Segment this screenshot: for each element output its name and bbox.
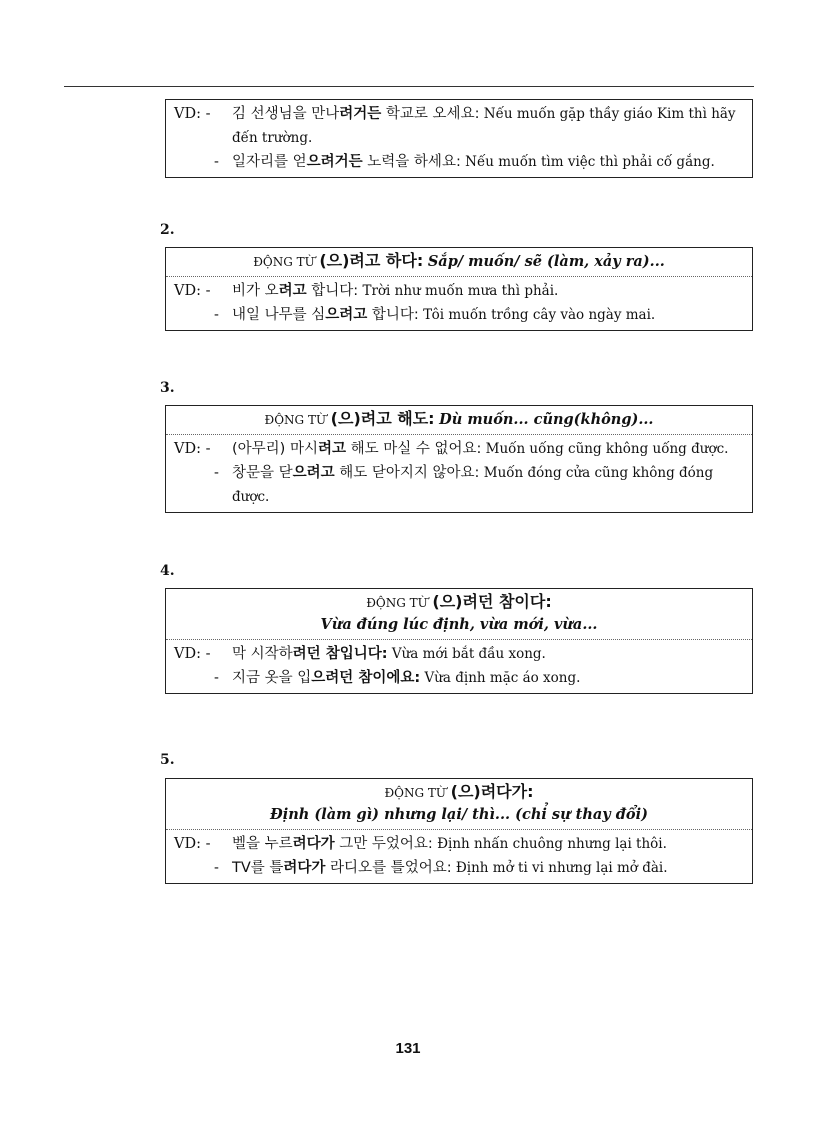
page-number: 131 (395, 1040, 421, 1057)
section-1-box (165, 99, 753, 178)
grammar-heading: ĐỘNG TỪ (으)려던 참이다: Vừa đúng lúc định, vừa mới, vừa... (166, 589, 752, 640)
example-1-1: VD: - 김 선생님을 만나려거든 학교로 오세요: Nếu muốn gặp thầy giáo Kim thì hãy đến trường. (174, 106, 736, 146)
example-4-1: VD: - 막 시작하려던 참입니다: Vừa mới bắt đầu xong. (174, 646, 546, 662)
section-number: 3. (160, 380, 175, 396)
example-1-2: - 일자리를 얻으려거든 노력을 하세요: Nếu muốn tìm việc thì phải cố gắng. (214, 154, 715, 170)
top-rule (64, 86, 754, 87)
vietnamese-translation: Nếu muốn tìm việc thì phải cố gắng. (460, 154, 715, 170)
vietnamese-translation: Nếu muốn gặp thầy giáo Kim thì hãy đến trường. (232, 106, 736, 146)
section-4-box (165, 588, 753, 694)
section-5-box (165, 778, 753, 884)
korean-grammar: 으려거든 (306, 154, 363, 170)
grammar-heading: ĐỘNG TỪ (으)려다가: Định (làm gì) nhưng lại/ thì... (chỉ sự thay đổi) (166, 779, 752, 830)
example-4-2: - 지금 옷을 입으려던 참이에요: Vừa định mặc áo xong. (214, 670, 581, 686)
grammar-heading: ĐỘNG TỪ (으)려고 해도: Dù muốn... cũng(không)... (166, 406, 752, 435)
vd-label: VD: (174, 283, 201, 299)
example-2-2: - 내일 나무를 심으려고 합니다: Tôi muốn trồng cây vào ngày mai. (214, 307, 656, 323)
section-number: 4. (160, 563, 175, 579)
vd-label: VD: (174, 106, 201, 122)
korean-grammar: 려거든 (339, 106, 382, 122)
korean-text: 노력을 하세요: (362, 154, 461, 170)
example-3-2: - 창문을 닫으려고 해도 닫아지지 않아요: Muốn đóng cửa cũng không đóng được. (214, 465, 714, 505)
section-number: 5. (160, 752, 175, 768)
korean-text: 학교로 오세요: (381, 106, 480, 122)
example-2-1: VD: - 비가 오려고 합니다: Trời như muốn mưa thì phải. (174, 283, 559, 299)
korean-text: 일자리를 얻 (232, 154, 307, 170)
korean-text: 김 선생님을 만나 (232, 106, 340, 122)
section-number: 2. (160, 222, 175, 238)
vd-label: VD: (174, 646, 201, 662)
section-2-box (165, 247, 753, 331)
example-5-2: - TV를 틀려다가 라디오를 틀었어요: Định mở ti vi nhưng lại mở đài. (214, 860, 668, 876)
example-5-1: VD: - 벨을 누르려다가 그만 두었어요: Định nhấn chuông nhưng lại thôi. (174, 836, 667, 852)
vd-label: VD: (174, 441, 201, 457)
vd-label: VD: (174, 836, 201, 852)
grammar-heading: ĐỘNG TỪ (으)려고 하다: Sắp/ muốn/ sẽ (làm, xảy ra)... (166, 248, 752, 277)
section-3-box (165, 405, 753, 513)
example-3-1: VD: - (아무리) 마시려고 해도 마실 수 없어요: Muốn uống cũng không uống được. (174, 441, 729, 457)
